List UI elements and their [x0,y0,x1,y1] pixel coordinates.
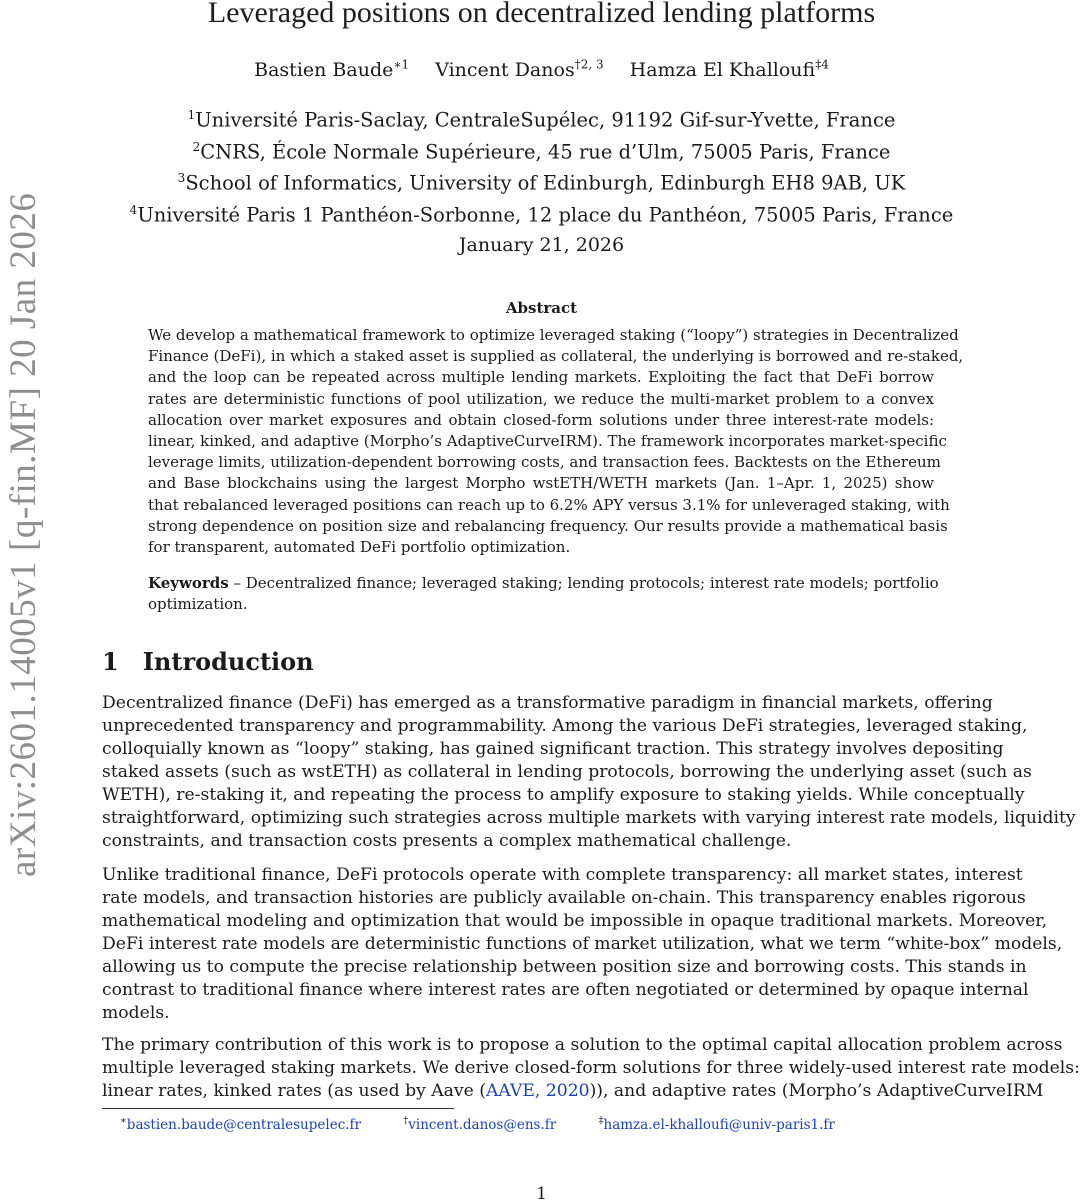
footnote-1: ∗bastien.baude@centralesupelec.fr [120,1115,361,1133]
keywords-line: Keywords – Decentralized finance; leveraged staking; lending protocols; interest rate models; portfolio [148,574,939,592]
abstract-line: linear, kinked, and adaptive (Morpho’s AdaptiveCurveIRM). The framework incorporates market-specific [148,432,947,451]
text-line: DeFi interest rate models are deterministic functions of market utilization, what we term “white-box” models, [102,934,1063,954]
abstract-line: strong dependence on position size and rebalancing frequency. Our results provide a mathematical basis [148,516,948,535]
text-line: constraints, and transaction costs presents a complex mathematical challenge. [102,831,792,851]
text-line: Unlike traditional finance, DeFi protocols operate with complete transparency: all market states, interest [102,865,1023,885]
paragraph-1 [102,692,1076,853]
keywords-line: optimization. [148,595,248,614]
paragraph-3 [102,1034,1080,1103]
text-line: multiple leveraged staking markets. We derive closed-form solutions for three widely-used interest rate models: [102,1058,1080,1078]
text-line: colloquially known as “loopy” staking, has gained significant traction. This strategy involves depositing [102,739,1004,759]
abstract-line: rates are deterministic functions of pool utilization, we reduce the multi-market problem to a convex [148,389,934,408]
text-line: mathematical modeling and optimization that would be impossible in opaque traditional markets. Moreover, [102,911,1048,931]
arxiv-identifier-stamp: arXiv:2601.14005v1 [q-fin.MF] 20 Jan 2026 [3,192,44,877]
affiliation-list [100,102,983,228]
abstract-line: and Base blockchains using the largest Morpho wstETH/WETH markets (Jan. 1–Apr. 1, 2025) show [148,474,934,493]
footnote-2: †vincent.danos@ens.fr [403,1115,557,1133]
abstract-line: and the loop can be repeated across multiple lending markets. Exploiting the fact that DeFi borrow [148,368,934,387]
publication-date: January 21, 2026 [458,234,625,256]
author-list [0,58,983,81]
abstract-heading: Abstract [505,299,578,317]
abstract-line: allocation over market exposures and obtain closed-form solutions under three interest-rate models: [148,410,934,429]
keywords-label: Keywords [148,574,229,592]
abstract-line: for transparent, automated DeFi portfolio optimization. [148,538,571,557]
text-line: linear rates, kinked rates (as used by Aave (AAVE, 2020)), and adaptive rates (Morpho’s AdaptiveCurveIRM [102,1081,1044,1101]
email-link[interactable]: vincent.danos@ens.fr [408,1116,557,1133]
citation-link-aave[interactable]: AAVE, 2020 [485,1081,590,1101]
affiliation-4: $^4$Université Paris 1 Panthéon-Sorbonne, 12 place du Panthéon, 75005 Paris, France [129,202,954,226]
author-2: Vincent Danos$^{\dagger 2, 3}$ [435,58,604,82]
text-line: staked assets (such as wstETH) as collateral in lending protocols, borrowing the underlying asset (such as [102,762,1032,782]
abstract-line: Finance (DeFi), in which a staked asset is supplied as collateral, the underlying is borrowed and re-staked, [148,347,964,366]
text-line: models. [102,1003,170,1023]
text-line: contrast to traditional finance where interest rates are often negotiated or determined by opaque internal [102,980,1029,1000]
text-line: The primary contribution of this work is to propose a solution to the optimal capital allocation problem across [102,1035,1063,1055]
keywords-block [148,573,939,615]
footnote-3: ‡hamza.el-khalloufi@univ-paris1.fr [598,1115,835,1133]
author-3: Hamza El Khalloufi$^{\ddagger 4}$ [629,58,829,82]
abstract-body [148,325,964,558]
email-link[interactable]: bastien.baude@centralesupelec.fr [126,1116,361,1133]
text-line: WETH), re-staking it, and repeating the process to amplify exposure to staking yields. While conceptually [102,785,1025,805]
text-line: Decentralized finance (DeFi) has emerged as a transformative paradigm in financial markets, offering [102,693,993,713]
email-link[interactable]: hamza.el-khalloufi@univ-paris1.fr [603,1116,835,1133]
section-heading [102,647,314,676]
section-title: Introduction [142,647,314,676]
abstract-line: that rebalanced leveraged positions can reach up to 6.2% APY versus 3.1% for unleveraged staking, with [148,495,950,514]
text-line: rate models, and transaction histories are publicly available on-chain. This transparency enables rigorous [102,888,1026,908]
affiliation-1: $^1$Université Paris-Saclay, CentraleSupélec, 91192 Gif-sur-Yvette, France [187,108,896,132]
paragraph-2 [102,864,1063,1025]
text-line: unprecedented transparency and programmability. Among the various DeFi strategies, leveraged staking, [102,716,1028,736]
paper-title: Leveraged positions on decentralized lending platforms [207,0,876,29]
footnote-divider [102,1108,454,1109]
text-line: straightforward, optimizing such strategies across multiple markets with varying interest rate models, liquidity [102,808,1076,828]
abstract-line: We develop a mathematical framework to optimize leveraged staking (“loopy”) strategies in Decentralized [148,326,959,344]
page-number: 1 [536,1184,547,1204]
author-1: Bastien Baude$^{∗1}$ [254,58,410,82]
affiliation-2: $^2$CNRS, École Normale Supérieure, 45 rue d’Ulm, 75005 Paris, France [192,139,891,163]
abstract-line: leverage limits, utilization-dependent borrowing costs, and transaction fees. Backtests on the Ethereum [148,453,941,472]
text-line: allowing us to compute the precise relationship between position size and borrowing costs. This stands in [102,957,1027,977]
section-number: 1 [102,647,119,676]
affiliation-3: $^3$School of Informatics, University of Edinburgh, Edinburgh EH8 9AB, UK [177,171,906,195]
footnotes [120,1115,873,1133]
